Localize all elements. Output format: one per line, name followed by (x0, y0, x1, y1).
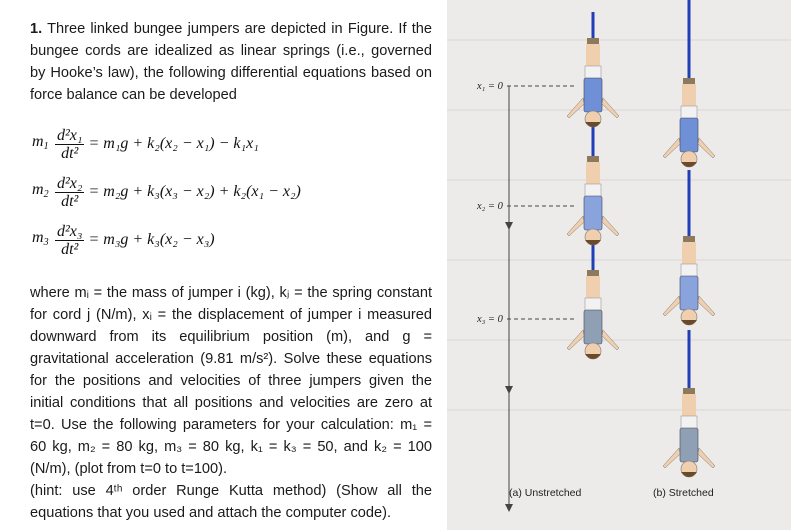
equation-mass: $m_1$ (32, 132, 49, 152)
jumper-2-stretched (663, 236, 715, 325)
equation-1 (32, 120, 432, 168)
x3-arrowhead (505, 504, 513, 512)
jumper-2-unstretched (567, 156, 619, 245)
bungee-diagram (447, 0, 791, 530)
intro-text: Three linked bungee jumpers are depicted in Figure. If the bungee cords are idealized as linear springs (i.e., governed by Hooke’s law), the following differential equations based on force balance can be developed (30, 21, 432, 103)
problem-hint: (hint: use 4ᵗʰ order Runge Kutta method) (Show all the equations that you used and attach the computer code). (30, 483, 432, 521)
second-derivative: $\frac{\text{d²x₂}}{\text{dt²}}$ (57, 174, 83, 210)
jumper-3-unstretched (567, 270, 619, 359)
caption-stretched: (b) Stretched (653, 487, 714, 499)
bungee-figure (447, 0, 791, 530)
jumper-1-stretched (663, 78, 715, 167)
equations (32, 120, 432, 264)
caption-unstretched: (a) Unstretched (509, 487, 582, 499)
x1-label: x₁ = 0 (477, 81, 503, 92)
equation-rhs: = m₃g + k₃(x₂ − x₃) (88, 231, 215, 248)
equation-mass: $m_3$ (32, 228, 49, 248)
second-derivative: $\frac{\text{d²x₃}}{\text{dt²}}$ (57, 222, 83, 258)
x2-label: x₂ = 0 (477, 201, 503, 212)
x3-label: x₃ = 0 (477, 314, 503, 325)
equation-3 (32, 216, 432, 264)
equation-rhs: = m₁g + k₂(x₂ − x₁) − k₁x₁ (88, 135, 259, 152)
jumper-3-stretched (663, 388, 715, 477)
equation-rhs: = m₂g + k₃(x₃ − x₂) + k₂(x₁ − x₂) (88, 183, 301, 200)
problem-body: where mᵢ = the mass of jumper i (kg), kⱼ = the spring constant for cord j (N/m), xᵢ = the displacement of jumper i measured downward from its equilibrium position (m), and g = gravitational acceleration (9.81 m/s²). Solve these equations for the positions and velocities of three jumpers given the initial conditions that all positions and velocities are zero at t=0. Use the following parameters for your calculation: m₁ = 60 kg, m₂ = 80 kg, m₃ = 80 kg, k₁ = k₃ = 50, and k₂ = 100 (N/m), (plot from t=0 to t=100). (30, 285, 432, 477)
problem-number: 1. (30, 21, 43, 37)
equation-mass: $m_2$ (32, 180, 49, 200)
problem-intro (30, 18, 432, 106)
background-texture (447, 40, 791, 410)
jumper-1-unstretched (567, 38, 619, 127)
problem-text (30, 18, 432, 524)
equation-2 (32, 168, 432, 216)
second-derivative: $\frac{\text{d²x₁}}{\text{dt²}}$ (57, 126, 83, 162)
